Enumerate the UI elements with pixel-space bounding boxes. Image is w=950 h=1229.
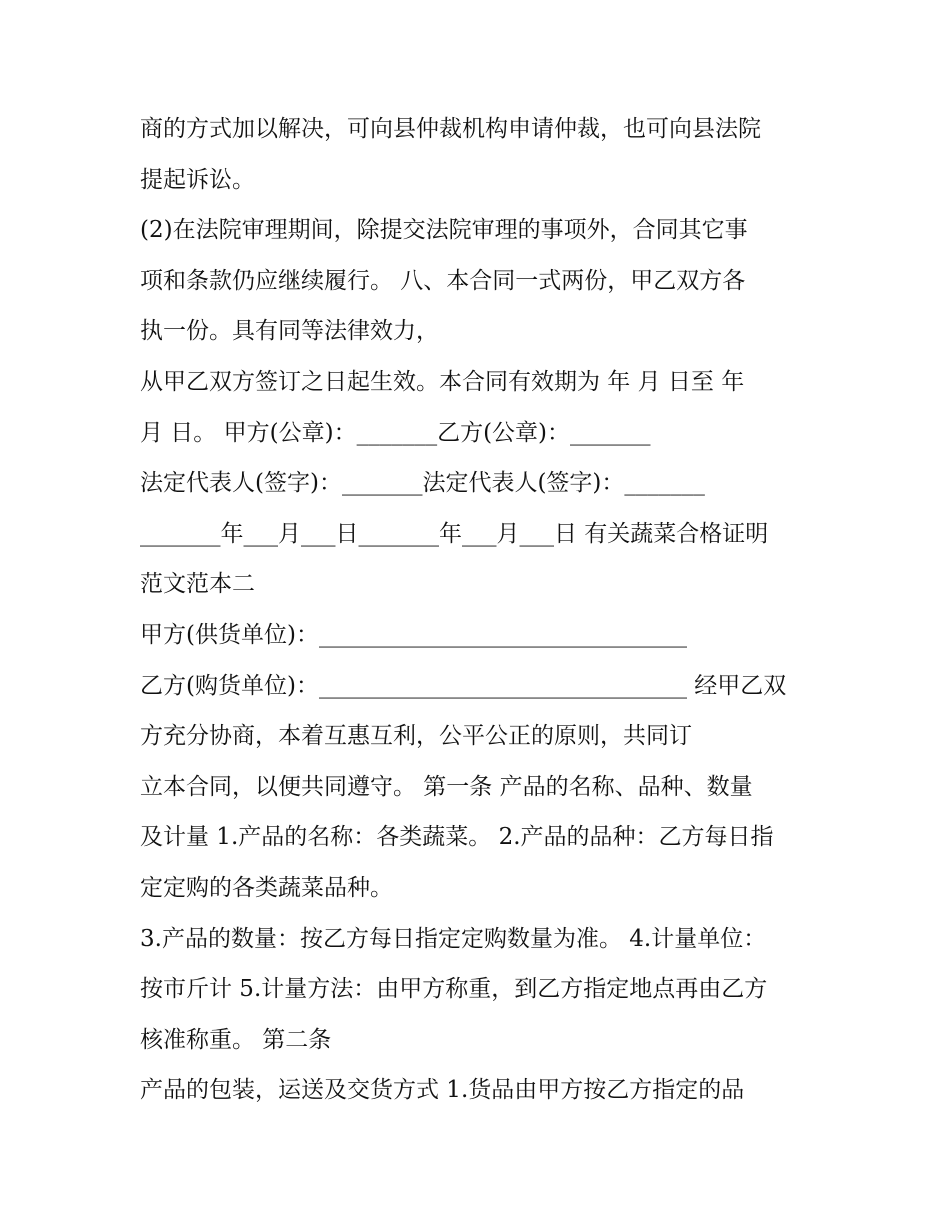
text-line: 执一份。具有同等法律效力， (140, 318, 439, 345)
signature-line: 月 日。 甲方(公章)：_______乙方(公章)：_______ (140, 419, 651, 446)
text-line: 定定购的各类蔬菜品种。 (140, 874, 393, 901)
text-line: 项和条款仍应继续履行。 八、本合同一式两份，甲乙双方各 (140, 267, 746, 294)
document-body (140, 104, 830, 1116)
text-line: 立本合同，以便共同遵守。 第一条 产品的名称、品种、数量 (140, 773, 753, 800)
text-line: (2)在法院审理期间，除提交法院审理的事项外，合同其它事 (140, 217, 748, 244)
text-line: 提起诉讼。 (140, 166, 255, 193)
text-line: 3.产品的数量：按乙方每日指定定购数量为准。 4.计量单位： (140, 925, 767, 952)
text-line: 方充分协商，本着互惠互利，公平公正的原则，共同订 (140, 723, 692, 750)
party-a-line: 甲方(供货单位)：________________________________ (140, 621, 687, 648)
text-line: 按市斤计 5.计量方法：由甲方称重，到乙方指定地点再由乙方 (140, 976, 768, 1003)
text-line: 产品的包装，运送及交货方式 1.货品由甲方按乙方指定的品 (140, 1077, 745, 1104)
party-b-line: 乙方(购货单位)：________________________________ 经甲乙双 (140, 672, 787, 699)
text-line: 及计量 1.产品的名称：各类蔬菜。 2.产品的品种：乙方每日指 (140, 824, 774, 851)
text-line: 从甲乙双方签订之日起生效。本合同有效期为 年 月 日至 年 (140, 368, 745, 395)
signature-line: 法定代表人(签字)：_______法定代表人(签字)：_______ (140, 470, 705, 497)
text-line: 核准称重。 第二条 (140, 1026, 332, 1053)
date-line: _______年___月___日_______年___月___日 有关蔬菜合格证明 (140, 520, 769, 547)
text-line: 商的方式加以解决，可向县仲裁机构申请仲裁，也可向县法院 (140, 116, 761, 142)
section-title: 范文范本二 (140, 571, 255, 598)
